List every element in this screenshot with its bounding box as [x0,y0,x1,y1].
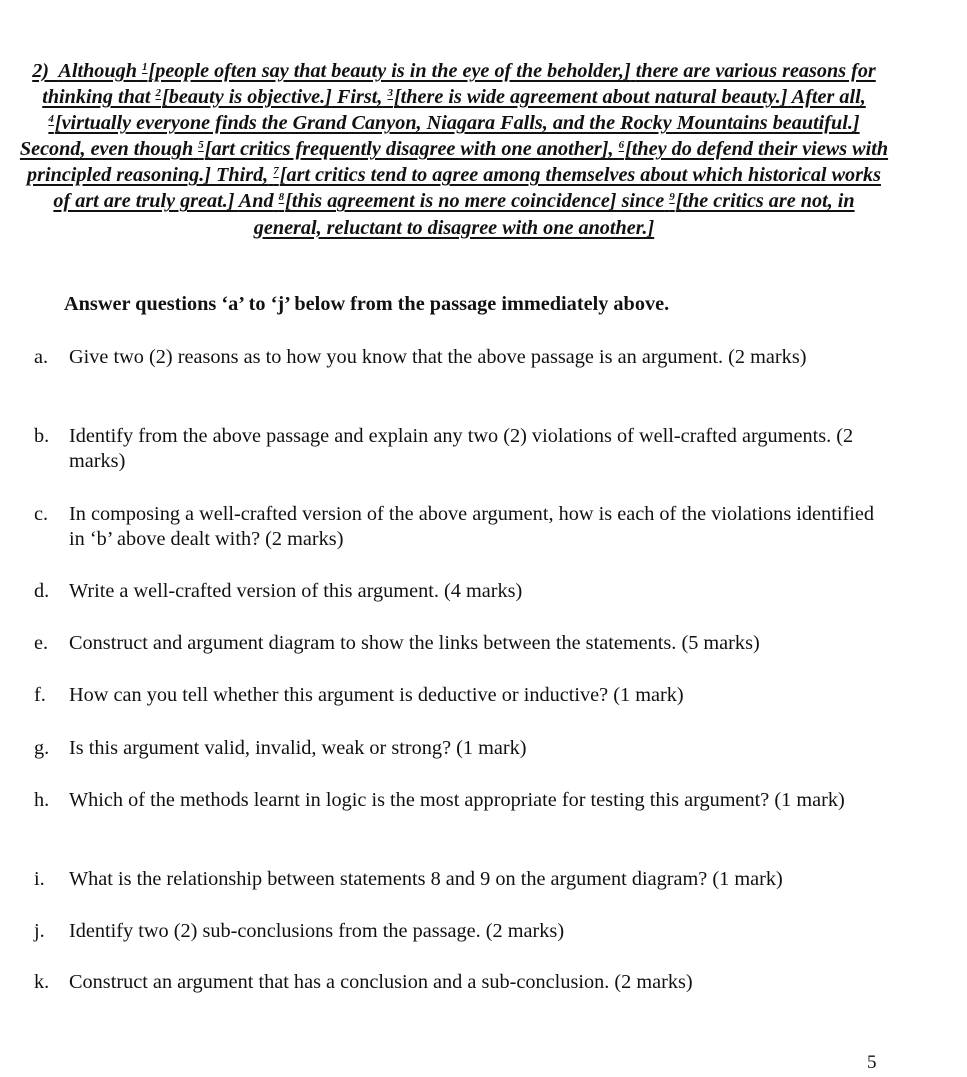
question-text: In composing a well-crafted version of the above argument, how is each of the violations identified in ‘b’ above dealt with? (2 marks) [69,503,875,550]
statement-marker-6: 6 [618,139,625,152]
statement-5: [art critics frequently disagree with one another], [204,138,614,161]
statement-8: [this agreement is no mere coincidence] [285,190,617,213]
question-text: Is this argument valid, invalid, weak or strong? (1 mark) [69,737,527,759]
question-letter: c. [34,503,49,525]
passage-text-8: since [621,190,665,213]
passage-text-1: there are various reasons for thinking that [42,60,876,109]
question-text: Identify from the above passage and explain any two (2) violations of well-crafted arguments. (2 marks) [69,425,854,472]
question-text: Write a well-crafted version of this argument. (4 marks) [69,580,523,602]
question-text: What is the relationship between statements 8 and 9 on the argument diagram? (1 mark) [69,868,783,890]
statement-3: [there is wide agreement about natural beauty.] [393,86,788,109]
question-text: How can you tell whether this argument is deductive or inductive? (1 mark) [69,684,684,706]
question-item [34,631,890,656]
statement-2: [beauty is objective.] [162,86,332,109]
question-item [34,788,890,813]
passage-text-3: After all, [791,86,866,109]
argument-passage [18,58,890,241]
passage-text-lead: Although [58,60,137,82]
question-letter: e. [34,632,49,654]
statement-6: [they do defend their views with principled reasoning.] [27,138,889,187]
passage-text-6: Third, [216,164,269,187]
question-letter: g. [34,737,50,759]
statement-marker-1: 1 [142,61,148,73]
passage-text-4: Second, even though [19,138,194,161]
question-number: 2) [32,60,50,82]
question-item [34,502,890,552]
question-letter: a. [34,346,49,368]
statement-1: [people often say that beauty is in the eye of the beholder,] [148,60,631,82]
question-item [34,579,890,604]
passage-text-2: First, [336,86,383,109]
question-letter: b. [34,425,50,447]
question-item [34,683,890,708]
question-item [34,867,890,892]
question-text: Construct an argument that has a conclusion and a sub-conclusion. (2 marks) [69,971,693,993]
question-item [34,970,890,995]
question-letter: h. [34,789,50,811]
question-text: Give two (2) reasons as to how you know that the above passage is an argument. (2 marks) [69,346,807,368]
question-item [34,919,890,944]
question-letter: j. [34,920,45,942]
question-item [34,736,890,761]
statement-marker-4: 4 [48,113,54,126]
statement-marker-8: 8 [278,191,285,204]
passage-text-7: And [238,190,274,213]
question-text: Which of the methods learnt in logic is the most appropriate for testing this argument? (1 mark) [69,789,845,811]
instruction-heading: Answer questions ‘a’ to ‘j’ below from the passage immediately above. [64,293,670,315]
statement-marker-9: 9 [669,191,675,204]
statement-7: [art critics tend to agree among themselves about which historical works of art are truly great.] [53,164,881,213]
question-text: Construct and argument diagram to show the links between the statements. (5 marks) [69,632,760,654]
question-letter: d. [34,580,50,602]
question-item [34,424,890,474]
statement-marker-7: 7 [273,165,279,178]
statement-marker-3: 3 [387,87,393,100]
question-letter: k. [34,971,50,993]
question-letter: f. [34,684,46,706]
page-number: 5 [867,1052,877,1073]
question-letter: i. [34,868,45,890]
statement-9: [the critics are not, in general, reluctant to disagree with one another.] [253,190,855,239]
question-text: Identify two (2) sub-conclusions from the passage. (2 marks) [69,920,565,942]
question-item [34,345,890,370]
statement-marker-2: 2 [155,87,162,100]
statement-4: [virtually everyone finds the Grand Canyon, Niagara Falls, and the Rocky Mountains beautiful.] [54,112,860,135]
statement-marker-5: 5 [198,139,204,152]
